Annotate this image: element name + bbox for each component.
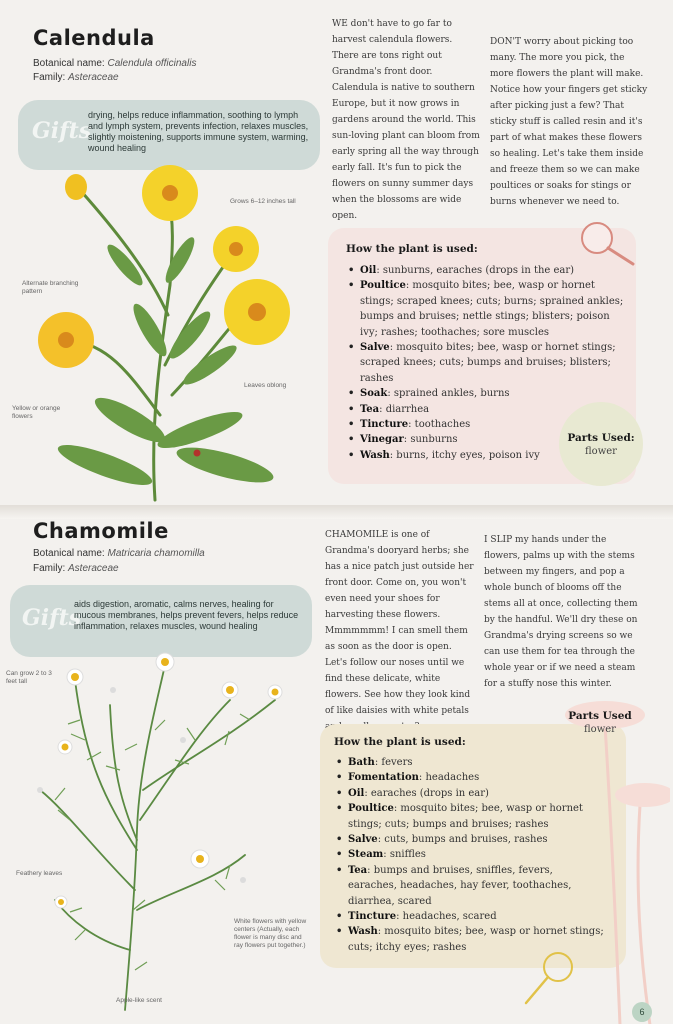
chamomile-parts-used: Parts Used flower [568,710,632,735]
chamomile-story-col2: I SLIP my hands under the flowers, palms up with the stems between my fingers, and pop a whole bunch of blooms off the stems all at once, collecting them by the handful. We'll dry these on Grandma's drying screens so we can use them for tea through the whole year or if we need a steam for a stuffy nose this winter. [484,535,638,689]
use-item: • Tea: bumps and bruises, sniffles, fevers, earaches, headaches, hay fever, toothaches, diarrhea, scared [334,863,604,909]
calendula-section [0,0,673,505]
use-item: • Wash: burns, itchy eyes, poison ivy [346,448,624,463]
calendula-story-col2: DON'T worry about picking too many. The more you pick, the more flowers the plant will make. Notice how your fingers get sticky after picking just a few? That sticky stuff is called resin and it's part of what makes these flowers so healing. Let's take them inside and freeze them so we can make poultices or soaks for stings or burns whenever we need to. [490,37,648,207]
calendula-parts-used: Parts Used: flower [567,432,635,457]
calendula-branching-note: Alternate branching pattern [22,280,79,295]
chamomile-flowers-note: White flowers with yellow centers (Actually, each flower is many disc and ray flowers put together.) [234,918,307,949]
magnifier-icon [577,218,639,268]
calendula-illustration [10,165,310,505]
gifts-label: Gifts [32,118,92,144]
calendula-leaves-note: Leaves oblong [244,382,287,389]
chamomile-gifts-text: aids digestion, aromatic, calms nerves, healing for mucous membranes, helps prevent fevers, helps reduce inflammation, relaxes muscles, wound healing [74,599,299,631]
use-item: • Poultice: mosquito bites; bee, wasp or hornet stings; cuts; bumps and bruises; rashes [334,801,604,832]
chamomile-gifts-box [10,585,312,657]
use-item: • Soak: sprained ankles, burns [346,386,624,401]
calendula-family: Family: Asteraceae [33,72,119,83]
chamomile-height-note: Can grow 2 to 3 feet tall [6,670,52,685]
use-item: • Tea: diarrhea [346,402,624,417]
chamomile-uses-heading: How the plant is used: [334,736,466,748]
calendula-botanical-name: Botanical name: Calendula officinalis [33,58,197,69]
chamomile-family: Family: Asteraceae [33,563,119,574]
calendula-gifts-box [18,100,320,170]
calendula-flowers-note: Yellow or orange flowers [12,405,61,420]
chamomile-botanical-name: Botanical name: Matricaria chamomilla [33,548,205,559]
chamomile-section [0,515,673,1024]
use-item: • Fomentation: headaches [334,770,604,785]
calendula-gifts-text: drying, helps reduce inflammation, soothing to lymph and lymph system, prevents infection, relaxes muscles, slightly moistening, supports immune system, warming, wound healing [88,110,309,153]
page-number: 6 [632,1002,652,1022]
chamomile-illustration [25,650,295,1020]
use-item: • Vinegar: sunburns [346,432,624,447]
use-item: • Salve: cuts, bumps and bruises, rashes [334,832,604,847]
calendula-uses-heading: How the plant is used: [346,243,478,255]
use-item: • Bath: fevers [334,755,604,770]
use-item: • Steam: sniffles [334,847,604,862]
gifts-label: Gifts [22,605,82,631]
chamomile-story-col1: CHAMOMILE is one of Grandma's dooryard herbs; she has a nice patch just outside her front door. Come on, you won't even need your shoes for harvesting these flowers. Mmmmmmm! I can smell them as soon as the door is open. Let's follow our noses until we find these delicate, white flowers. See how they look kind of like daisies with white petals [325,530,474,716]
chamomile-title: Chamomile [33,519,169,543]
chamomile-leaves-note: Feathery leaves [16,870,63,877]
use-item: • Wash: mosquito bites; bee, wasp or hornet stings; cuts; itchy eyes; rashes [334,924,604,955]
use-item: • Oil: earaches (drops in ear) [334,786,604,801]
use-item: • Oil: sunburns, earaches (drops in the ear) [346,263,624,278]
calendula-title: Calendula [33,26,155,50]
calendula-height-note: Grows 6–12 inches tall [230,198,296,205]
use-item: • Salve: mosquito bites; bee, wasp or hornet stings; scraped knees; cuts; bumps and bruises; blisters; rashes [346,340,624,386]
chamomile-scent-note: Apple-like scent [116,997,162,1004]
calendula-story-col1: WE don't have to go far to harvest calendula flowers. There are tons right out Grandma's front door. Calendula is native to southern Europe, but it now grows in gardens around the world. This sun-loving plant can bloom from early spring all the way through early fall. It's fun to pick the flowers on sunny summer days when the blossoms are wide open. [332,19,480,221]
use-item: • Poultice: mosquito bites; bee, wasp or hornet stings; scraped knees; cuts; burns; sprained ankles; bumps and bruises; nettle stings; blisters; poison ivy; rashes; toothaches; sore muscles [346,278,624,340]
use-item: • Tincture: headaches, scared [334,909,604,924]
use-item: • Tincture: toothaches [346,417,624,432]
decorative-flower-icon [545,685,670,1024]
